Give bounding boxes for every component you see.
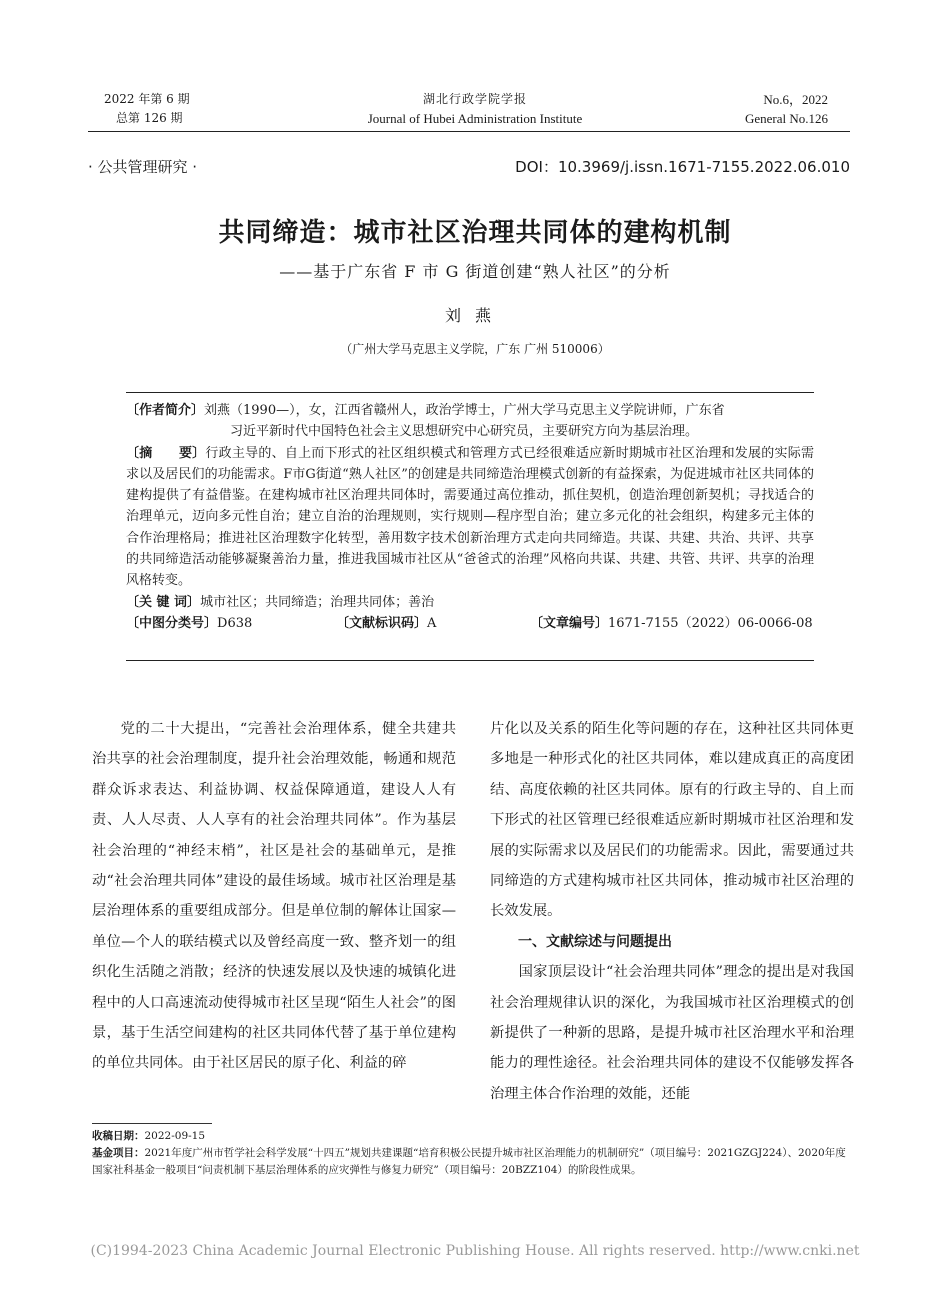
affiliation: （广州大学马克思主义学院，广东 广州 510006） — [340, 342, 610, 356]
abstract-top-rule — [126, 392, 814, 393]
body-paragraph: 片化以及关系的陌生化等问题的存在，这种社区共同体更多地是一种形式化的社区共同体，难以建成真正的高度团结、高度依赖的社区共同体。原有的行政主导的、自上而下形式的社区管理已经很难适应新时期城市社区治理和发展的实际需求以及居民们的功能需求。因此，需要通过共同缔造的方式建构城市社区共同体，推动城市社区治理的长效发展。 — [490, 721, 854, 920]
header-rule — [88, 131, 850, 132]
received-label: 收稿日期： — [92, 1130, 145, 1142]
article-number — [530, 613, 813, 634]
keywords-text: 城市社区；共同缔造；治理共同体；善治 — [200, 594, 435, 610]
doc-code-value: A — [427, 615, 437, 631]
fund-label: 基金项目： — [92, 1147, 145, 1159]
author-bio-label: 〔作者简介〕 — [126, 403, 205, 418]
header-issue-year: 2022 年第 6 期 — [104, 92, 190, 106]
abstract-summary-label: 〔摘 要〕 — [126, 445, 206, 461]
doi: DOI：10.3969/j.issn.1671-7155.2022.06.010 — [515, 158, 850, 176]
author-bio-line1: 刘燕（1990—），女，江西省赣州人，政治学博士，广州大学马克思主义学院讲师，广东省 — [204, 403, 725, 418]
abstract-summary — [126, 443, 814, 592]
abstract-summary-text: 行政主导的、自上而下形式的社区组织模式和管理方式已经很难适应新时期城市社区治理和发展的实际需求以及居民们的功能需求。F市G街道“熟人社区”的创建是共同缔造治理模式创新的有益探索，为促进城市社区共同体的建构提供了有益借鉴。在建构城市社区治理共同体时，需要通过高位推动，抓住契机，创造治理创新契机；寻找适合的治理单元，迈向多元性自治；建立自治的治理规则，实行规则—程序型自治；建立多元化的社会组织，构建多元主体的合作治理格局；推进社区治理数字化转型，善用数字技术创新治理方式走向共同缔造。共谋、共建、共治、共评、共享的共同缔造活动能够凝聚善治力量，推进我国城市社区从“爸爸式的治理”风格向共谋、共建、共管、共评、共享的治理风格转变。 — [126, 445, 814, 589]
article-number-label: 〔文章编号〕 — [530, 615, 609, 631]
clc-label: 〔中图分类号〕 — [126, 615, 218, 631]
body-paragraph: 党的二十大提出，“完善社会治理体系，健全共建共治共享的社会治理制度，提升社会治理效能，畅通和规范群众诉求表达、利益协调、权益保障通道，建设人人有责、人人尽责、人人享有的社会治理共同体”。作为基层社会治理的“神经末梢”，社区是社会的基础单元，是推动“社会治理共同体”建设的最佳场域。城市社区治理是基层治理体系的重要组成部分。但是单位制的解体让国家—单位—个人的联结模式以及曾经高度一致、整齐划一的组织化生活随之消散；经济的快速发展以及快速的城镇化进程中的人口高速流动使得城市社区呈现“陌生人社会”的图景，基于生活空间建构的社区共同体代替了基于单位建构的单位共同体。由于社区居民的原子化、利益的碎 — [92, 721, 456, 1072]
author-bio — [126, 400, 814, 421]
footnote — [92, 1128, 852, 1179]
section-tag: · 公共管理研究 · — [88, 158, 198, 176]
footnote-rule — [92, 1123, 212, 1124]
header-journal-cn: 湖北行政学院学报 — [422, 92, 527, 106]
author: 刘燕 — [444, 306, 505, 325]
header-issue-total: 总第 126 期 — [116, 111, 183, 125]
author-bio-line2: 习近平新时代中国特色社会主义思想研究中心研究员，主要研究方向为基层治理。 — [230, 424, 699, 440]
abstract-bottom-rule — [126, 660, 814, 661]
author-bio-cont — [126, 421, 814, 442]
fund-text: 2021年度广州市哲学社会科学发展“十四五”规划共建课题“培育积极公民提升城市社区治理能力的机制研究”（项目编号：2021GZGJ224）、2020年度国家社科基金一般项目“问责机制下基层治理体系的应灾弹性与修复力研究”（项目编号：20BZZ104）的阶段性成果。 — [92, 1147, 846, 1176]
page-subtitle: ——基于广东省 F 市 G 街道创建“熟人社区”的分析 — [279, 262, 671, 281]
keywords — [126, 592, 814, 613]
body-paragraph: 国家顶层设计“社会治理共同体”理念的提出是对我国社会治理规律认识的深化，为我国城市社区治理模式的创新提供了一种新的思路，是提升城市社区治理水平和治理能力的理性途径。社会治理共同体的建设不仅能够发挥各治理主体合作治理的效能，还能 — [490, 964, 854, 1102]
header-number-general: General No.126 — [744, 111, 828, 126]
doc-code — [336, 613, 436, 634]
classification-row — [126, 613, 814, 635]
clc-value: D638 — [217, 615, 253, 631]
fund-info — [92, 1145, 852, 1179]
clc-code — [126, 613, 252, 634]
body-column-left — [92, 714, 456, 1079]
copyright-watermark: (C)1994-2023 China Academic Journal Electronic Publishing House. All rights reserved. http://www.cnki.net — [90, 1243, 860, 1259]
section-heading: 一、文献综述与问题提出 — [518, 933, 672, 950]
header-journal-en: Journal of Hubei Administration Institute — [367, 111, 583, 126]
abstract-block — [126, 400, 814, 635]
body-column-right — [490, 714, 854, 1109]
header-number-issue: No.6，2022 — [763, 92, 828, 107]
article-number-value: 1671-7155（2022）06-0066-08 — [608, 615, 813, 631]
doc-code-label: 〔文献标识码〕 — [336, 615, 428, 631]
page-title: 共同缔造：城市社区治理共同体的建构机制 — [218, 218, 732, 248]
received-date — [92, 1128, 852, 1145]
keywords-label: 〔关 键 词〕 — [126, 594, 201, 610]
received-value: 2022-09-15 — [144, 1130, 206, 1142]
header-number — [745, 90, 828, 128]
